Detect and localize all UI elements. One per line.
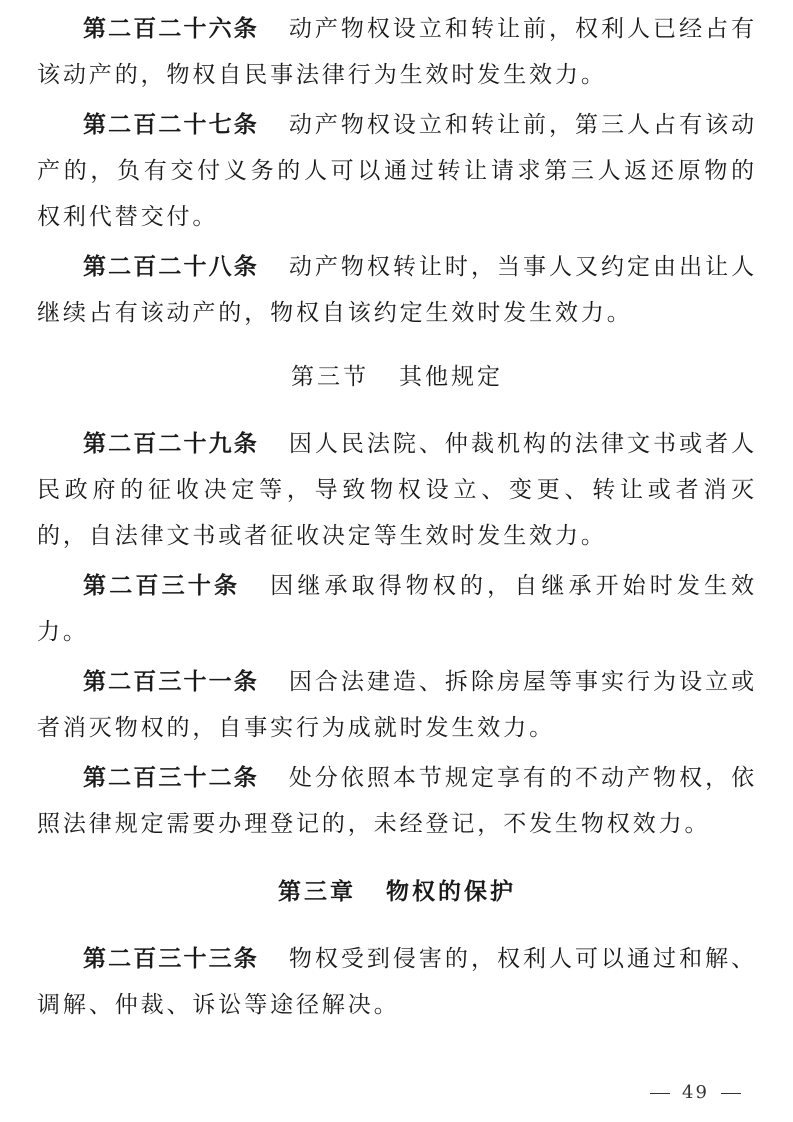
article-number: 第二百三十二条 xyxy=(83,765,259,791)
article-228 xyxy=(37,244,757,336)
article-231 xyxy=(37,659,757,751)
article-226 xyxy=(37,6,757,98)
article-230 xyxy=(37,563,757,655)
footer-dash-right xyxy=(721,1093,741,1094)
footer-dash-left xyxy=(650,1093,670,1094)
article-text: 物权受到侵害的，权利人可以通过和解、调解、仲裁、诉讼等途径解决。 xyxy=(37,946,758,1018)
section-label: 第三节 xyxy=(291,364,369,390)
article-text: 动产物权转让时，当事人又约定由出让人继续占有该动产的，物权自该约定生效时发生效力。 xyxy=(37,254,758,326)
article-227 xyxy=(37,102,757,240)
article-text: 处分依照本节规定享有的不动产物权，依照法律规定需要办理登记的，未经登记，不发生物权效力。 xyxy=(37,765,758,837)
chapter-title: 物权的保护 xyxy=(386,879,516,905)
page-footer xyxy=(650,1082,741,1103)
article-number: 第二百三十条 xyxy=(83,573,241,599)
article-number: 第二百二十九条 xyxy=(83,431,259,457)
article-number: 第二百三十一条 xyxy=(83,669,259,695)
article-number: 第二百二十六条 xyxy=(83,16,259,42)
section-title: 其他规定 xyxy=(399,364,503,390)
chapter-heading xyxy=(37,873,757,906)
article-number: 第二百二十七条 xyxy=(83,112,259,138)
article-number: 第二百三十三条 xyxy=(83,946,259,972)
page-number: 49 xyxy=(682,1082,709,1103)
article-232 xyxy=(37,755,757,847)
section-heading xyxy=(37,358,757,391)
article-text: 动产物权设立和转让前，权利人已经占有该动产的，物权自民事法律行为生效时发生效力。 xyxy=(37,16,758,88)
article-233 xyxy=(37,936,757,1028)
article-229 xyxy=(37,421,757,559)
article-text: 动产物权设立和转让前，第三人占有该动产的，负有交付义务的人可以通过转让请求第三人返还原物的权利代替交付。 xyxy=(37,112,758,230)
article-text: 因合法建造、拆除房屋等事实行为设立或者消灭物权的，自事实行为成就时发生效力。 xyxy=(37,669,758,741)
article-text: 因继承取得物权的，自继承开始时发生效力。 xyxy=(37,573,758,645)
article-number: 第二百二十八条 xyxy=(83,254,259,280)
chapter-label: 第三章 xyxy=(278,879,356,905)
article-text: 因人民法院、仲裁机构的法律文书或者人民政府的征收决定等，导致物权设立、变更、转让或者消灭的，自法律文书或者征收决定等生效时发生效力。 xyxy=(37,431,758,549)
